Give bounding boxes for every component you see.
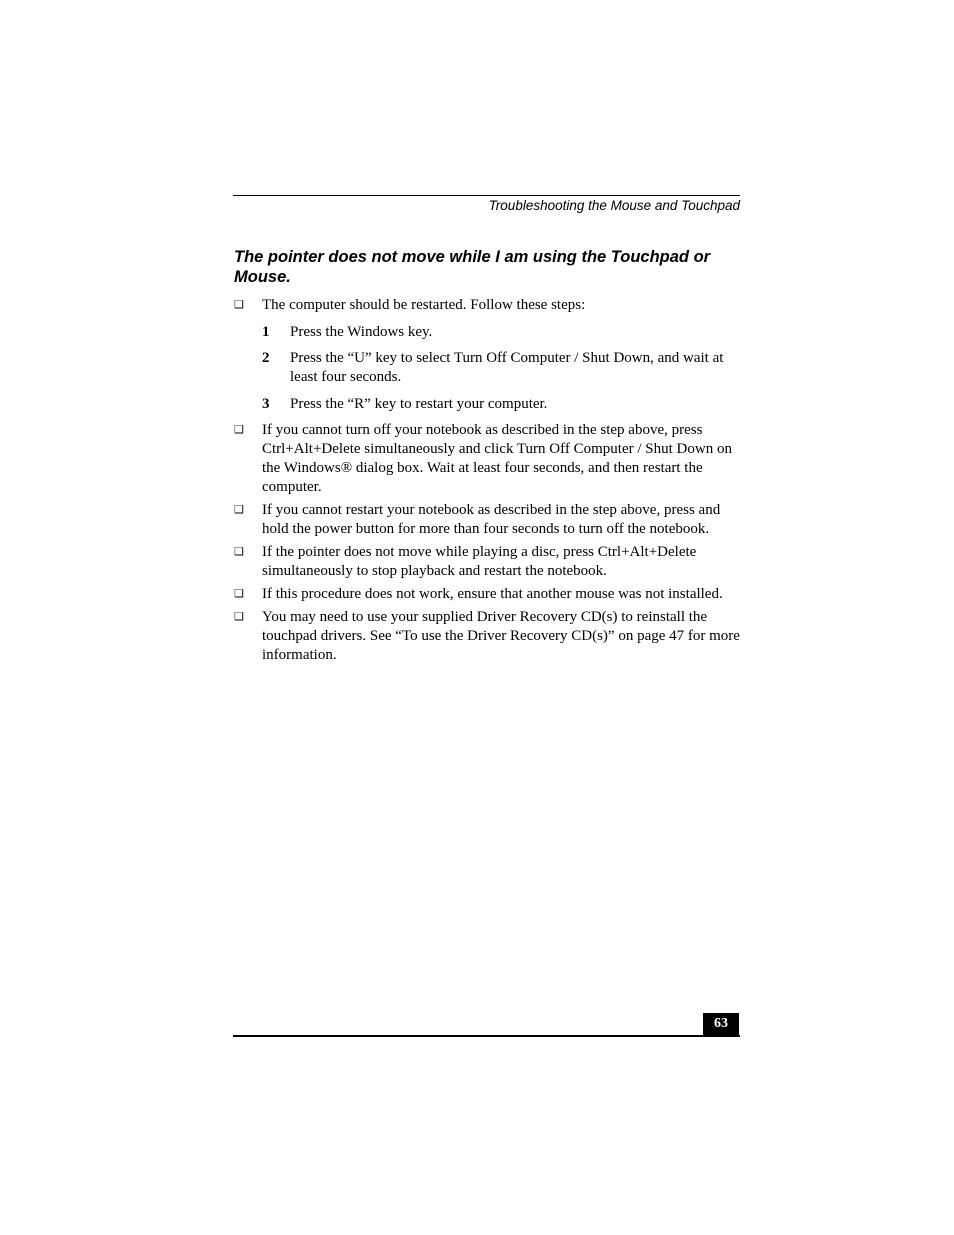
checkbox-bullet-icon: ❑ <box>234 546 244 558</box>
list-item-text: If you cannot turn off your notebook as described in the step above, press Ctrl+Alt+Delete simultaneously and click Turn Off Computer / Shut Down on the Windows® dialog box. Wait at least four seconds, and then restart the computer. <box>262 422 732 495</box>
step-number: 1 <box>262 324 270 340</box>
list-item-text: If you cannot restart your notebook as described in the step above, press and hold the power button for more than four seconds to turn off the notebook. <box>262 502 721 537</box>
list-item-text: If the pointer does not move while playing a disc, press Ctrl+Alt+Delete simultaneously to stop playback and restart the notebook. <box>262 544 697 579</box>
list-item-text: If this procedure does not work, ensure that another mouse was not installed. <box>262 586 723 602</box>
list-item-text: You may need to use your supplied Driver Recovery CD(s) to reinstall the touchpad drivers. See “To use the Driver Recovery CD(s)” on page 47 for more information. <box>262 609 740 663</box>
step-number: 2 <box>262 350 270 366</box>
section-heading: The pointer does not move while I am using the Touchpad or Mouse. <box>234 248 711 286</box>
header-rule <box>233 195 740 196</box>
step-text: Press the “U” key to select Turn Off Computer / Shut Down, and wait at least four seconds. <box>290 350 724 385</box>
list-item-text: The computer should be restarted. Follow these steps: <box>262 297 586 313</box>
running-header: Troubleshooting the Mouse and Touchpad <box>488 198 740 213</box>
step-number: 3 <box>262 396 270 412</box>
step-text: Press the “R” key to restart your computer. <box>290 396 548 412</box>
checkbox-bullet-icon: ❑ <box>234 504 244 516</box>
checkbox-bullet-icon: ❑ <box>234 424 244 436</box>
checkbox-bullet-icon: ❑ <box>234 299 244 311</box>
step-text: Press the Windows key. <box>290 324 433 340</box>
checkbox-bullet-icon: ❑ <box>234 611 244 623</box>
checkbox-bullet-icon: ❑ <box>234 588 244 600</box>
page-number: 63 <box>703 1013 739 1037</box>
footer-rule <box>233 1035 740 1037</box>
